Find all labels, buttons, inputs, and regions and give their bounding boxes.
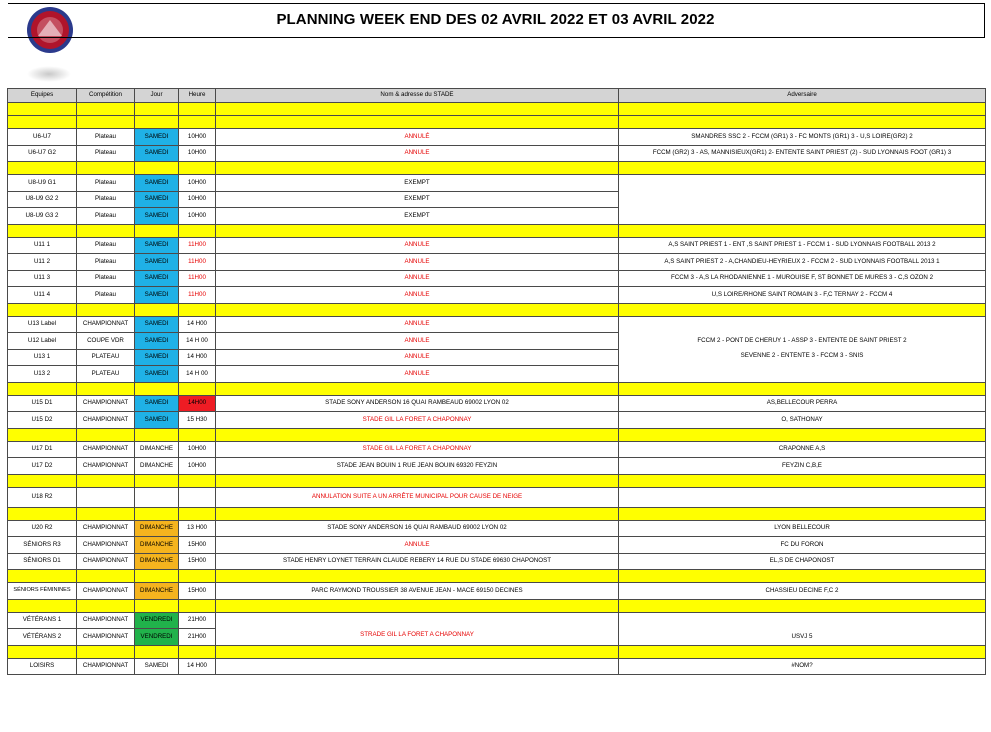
table-cell: 11H00 (179, 287, 216, 304)
table-cell: CHAMPIONNAT (77, 458, 135, 475)
table-cell: U11 1 (8, 237, 77, 254)
spacer-row (8, 599, 986, 612)
empty-cell (619, 487, 986, 507)
empty-cell (135, 599, 179, 612)
empty-cell (179, 116, 216, 129)
table-cell: U17 D1 (8, 441, 77, 458)
table-cell: 10H00 (179, 191, 216, 208)
table-cell: #NOM? (619, 658, 986, 675)
veterans-stadium: STRADE GIL LA FORET A CHAPONNAY (216, 612, 619, 645)
table-cell: PARC RAYMOND TROUSSIER 38 AVENUE JEAN - MACE 69150 DECINES (216, 583, 619, 600)
empty-cell (8, 103, 77, 116)
table-cell: Plateau (77, 208, 135, 225)
table-cell (216, 658, 619, 675)
table-cell: U15 D2 (8, 412, 77, 429)
table-cell: VENDREDI (135, 629, 179, 646)
table-cell: SAMEDI (135, 129, 179, 146)
empty-cell (216, 507, 619, 520)
table-cell: ANNULATION SUITE A UN ARRÊTE MUNICIPAL POUR CAUSE DE NEIGE (216, 487, 619, 507)
table-cell: VENDREDI (135, 612, 179, 629)
table-row (8, 553, 986, 570)
table-cell: 11H00 (179, 237, 216, 254)
empty-cell (216, 224, 619, 237)
table-cell: SAMEDI (135, 237, 179, 254)
table-cell: SAMEDI (135, 191, 179, 208)
table-cell: Plateau (77, 254, 135, 271)
empty-cell (77, 487, 135, 507)
header-cell: Compétition (77, 89, 135, 103)
empty-cell (77, 645, 135, 658)
table-cell: 15H00 (179, 553, 216, 570)
empty-cell (619, 382, 986, 395)
table-cell: SAMEDI (135, 270, 179, 287)
empty-cell (619, 175, 986, 225)
table-cell: SAMEDI (135, 254, 179, 271)
spacer-row (8, 474, 986, 487)
table-cell: DIMANCHE (135, 537, 179, 554)
table-cell: ANNULE (216, 145, 619, 162)
empty-cell (179, 382, 216, 395)
table-cell: DIMANCHE (135, 520, 179, 537)
empty-cell (77, 428, 135, 441)
empty-cell (77, 103, 135, 116)
table-cell: U18 R2 (8, 487, 77, 507)
empty-cell (179, 224, 216, 237)
empty-cell (216, 599, 619, 612)
table-cell: LOISIRS (8, 658, 77, 675)
table-cell: PLATEAU (77, 366, 135, 383)
table-row (8, 537, 986, 554)
table-cell: CHAMPIONNAT (77, 520, 135, 537)
table-cell: SAMEDI (135, 333, 179, 350)
table-cell: U8-U9 G2 2 (8, 191, 77, 208)
table-cell: ANNULE (216, 333, 619, 350)
table-cell: ANNULE (216, 270, 619, 287)
table-row (8, 441, 986, 458)
empty-cell (619, 570, 986, 583)
table-cell: SÉNIORS R3 (8, 537, 77, 554)
spacer-row (8, 103, 986, 116)
table-row (8, 487, 986, 507)
table-cell: EXEMPT (216, 191, 619, 208)
table-cell: DIMANCHE (135, 458, 179, 475)
table-row (8, 237, 986, 254)
table-cell: SAMEDI (135, 287, 179, 304)
table-cell: 14 H 00 (179, 333, 216, 350)
empty-cell (619, 428, 986, 441)
empty-cell (135, 103, 179, 116)
table-cell: SMANDRES SSC 2 - FCCM (GR1) 3 - FC MONTS (GR1) 3 - U,S LOIRE(GR2) 2 (619, 129, 986, 146)
table-cell: ANNULE (216, 537, 619, 554)
empty-cell (77, 507, 135, 520)
empty-cell (179, 599, 216, 612)
table-row (8, 287, 986, 304)
u13-opponents-1: FCCM 2 - PONT DE CHERUY 1 - ASSP 3 - ENTENTE DE SAINT PRIEST 2 (697, 337, 907, 345)
empty-cell (179, 487, 216, 507)
table-cell: SAMEDI (135, 366, 179, 383)
empty-cell (135, 507, 179, 520)
table-row (8, 612, 986, 629)
table-row (8, 129, 986, 146)
table-cell: 10H00 (179, 208, 216, 225)
table-cell: 14 H00 (179, 658, 216, 675)
table-cell: ANNULE (216, 287, 619, 304)
empty-cell (619, 645, 986, 658)
empty-cell (8, 474, 77, 487)
table-cell: SAMEDI (135, 145, 179, 162)
header-cell: Jour (135, 89, 179, 103)
table-cell: Plateau (77, 145, 135, 162)
table-cell: 14H00 (179, 395, 216, 412)
table-cell: STADE SONY ANDERSON 16 QUAI RAMBAUD 69002 LYON 02 (216, 520, 619, 537)
table-cell: 10H00 (179, 441, 216, 458)
empty-cell (77, 303, 135, 316)
table-cell: FCCM (GR2) 3 - AS, MANNISIEUX(GR1) 2- ENTENTE SAINT PRIEST (2) - SUD LYONNAIS FOOT (GR1) 3 (619, 145, 986, 162)
table-cell: SAMEDI (135, 658, 179, 675)
table-row (8, 145, 986, 162)
spacer-row (8, 382, 986, 395)
empty-cell (135, 303, 179, 316)
table-cell: 14 H 00 (179, 366, 216, 383)
table-cell: U8-U9 G1 (8, 175, 77, 192)
logo-shadow (27, 66, 71, 82)
empty-cell (179, 570, 216, 583)
table-cell: U15 D1 (8, 395, 77, 412)
table-cell: AS,BELLECOUR PERRA (619, 395, 986, 412)
table-cell: PLATEAU (77, 349, 135, 366)
table-cell: 14 H00 (179, 349, 216, 366)
table-row (8, 395, 986, 412)
empty-cell (179, 303, 216, 316)
table-cell: U13 1 (8, 349, 77, 366)
spacer-row (8, 303, 986, 316)
table-cell: U11 2 (8, 254, 77, 271)
table-cell: U6-U7 (8, 129, 77, 146)
spacer-row (8, 428, 986, 441)
empty-cell (8, 428, 77, 441)
empty-cell (8, 382, 77, 395)
empty-cell (8, 303, 77, 316)
planning-table (7, 88, 986, 675)
table-cell: CHAMPIONNAT (77, 553, 135, 570)
page-title: PLANNING WEEK END DES 02 AVRIL 2022 ET 03 AVRIL 2022 (276, 11, 715, 28)
table-cell: ANNULE (216, 316, 619, 333)
empty-cell (179, 428, 216, 441)
table-cell: U17 D2 (8, 458, 77, 475)
table-row (8, 412, 986, 429)
empty-cell (77, 382, 135, 395)
empty-cell (179, 162, 216, 175)
table-cell: 14 H00 (179, 316, 216, 333)
table-cell: U13 2 (8, 366, 77, 383)
table-cell: A,S SAINT PRIEST 2 - A,CHANDIEU-HEYRIEUX 2 - FCCM 2 - SUD LYONNAIS FOOTBALL 2013 1 (619, 254, 986, 271)
empty-cell (77, 162, 135, 175)
empty-cell (8, 507, 77, 520)
table-cell: ANNULÉ (216, 129, 619, 146)
table-cell: SAMEDI (135, 208, 179, 225)
empty-cell (619, 116, 986, 129)
table-cell: U,S LOIRE/RHONE SAINT ROMAIN 3 - F,C TERNAY 2 - FCCM 4 (619, 287, 986, 304)
empty-cell (619, 474, 986, 487)
table-row (8, 658, 986, 675)
empty-cell (77, 116, 135, 129)
table-cell: 11H00 (179, 270, 216, 287)
table-cell: 15 H30 (179, 412, 216, 429)
table-cell: CHAMPIONNAT (77, 412, 135, 429)
table-cell: U11 3 (8, 270, 77, 287)
table-cell: Plateau (77, 287, 135, 304)
table-cell: CHAMPIONNAT (77, 612, 135, 629)
spacer-row (8, 116, 986, 129)
table-cell: 15H00 (179, 583, 216, 600)
table-row (8, 520, 986, 537)
empty-cell (216, 162, 619, 175)
table-cell: CHAMPIONNAT (77, 537, 135, 554)
u13-opponents-2: SEVENNE 2 - ENTENTE 3 - FCCM 3 - SNIS (740, 352, 864, 359)
table-cell: SÉNIORS FÉMININES (8, 583, 77, 600)
table-row (8, 175, 986, 192)
table-cell: Plateau (77, 129, 135, 146)
empty-cell (8, 224, 77, 237)
table-cell: U12 Label (8, 333, 77, 350)
spacer-row (8, 645, 986, 658)
empty-cell (619, 507, 986, 520)
empty-cell (8, 162, 77, 175)
table-cell: DIMANCHE (135, 583, 179, 600)
table-cell: STADE JEAN BOUIN 1 RUE JEAN BOUIN 69320 FEYZIN (216, 458, 619, 475)
empty-cell (179, 645, 216, 658)
empty-cell (216, 303, 619, 316)
table-cell: U6-U7 G2 (8, 145, 77, 162)
empty-cell (135, 224, 179, 237)
table-cell: 21H00 (179, 612, 216, 629)
spacer-row (8, 224, 986, 237)
empty-cell (135, 428, 179, 441)
table-cell: ANNULE (216, 349, 619, 366)
table-cell: VÉTÉRANS 2 (8, 629, 77, 646)
spacer-row (8, 570, 986, 583)
table-cell: 10H00 (179, 175, 216, 192)
table-cell: U20 R2 (8, 520, 77, 537)
empty-cell (216, 116, 619, 129)
table-row (8, 270, 986, 287)
table-cell: STADE GIL LA FORET A CHAPONNAY (216, 441, 619, 458)
table-cell: Plateau (77, 191, 135, 208)
empty-cell (619, 162, 986, 175)
empty-cell (216, 645, 619, 658)
empty-cell (216, 570, 619, 583)
table-cell: CHAMPIONNAT (77, 658, 135, 675)
empty-cell (216, 474, 619, 487)
table-cell: CHAMPIONNAT (77, 441, 135, 458)
empty-cell (619, 599, 986, 612)
table-cell: ANNULE (216, 237, 619, 254)
veterans-opponent: USVJ 5 (619, 612, 986, 645)
table-cell: Plateau (77, 175, 135, 192)
empty-cell (179, 103, 216, 116)
table-cell: DIMANCHE (135, 553, 179, 570)
table-cell: COUPE VDR (77, 333, 135, 350)
table-cell: STADE GIL LA FORET A CHAPONNAY (216, 412, 619, 429)
empty-cell (135, 382, 179, 395)
table-cell: SAMEDI (135, 412, 179, 429)
empty-cell (216, 103, 619, 116)
table-cell: U11 4 (8, 287, 77, 304)
table-cell: 10H00 (179, 145, 216, 162)
table-cell: SAMEDI (135, 175, 179, 192)
empty-cell (135, 645, 179, 658)
table-cell: 10H00 (179, 458, 216, 475)
empty-cell (179, 474, 216, 487)
empty-cell (77, 224, 135, 237)
table-cell: Plateau (77, 270, 135, 287)
table-cell: Plateau (77, 237, 135, 254)
table-row (8, 316, 986, 333)
table-row (8, 583, 986, 600)
empty-cell (619, 224, 986, 237)
header-cell: Adversaire (619, 89, 986, 103)
empty-cell (77, 474, 135, 487)
empty-cell (8, 645, 77, 658)
table-cell: VÉTÉRANS 1 (8, 612, 77, 629)
table-cell: CHAMPIONNAT (77, 316, 135, 333)
empty-cell (135, 162, 179, 175)
header-cell: Heure (179, 89, 216, 103)
table-cell: EL,S DE CHAPONOST (619, 553, 986, 570)
table-cell: LYON BELLECOUR (619, 520, 986, 537)
table-cell: 15H00 (179, 537, 216, 554)
table-cell: CHAMPIONNAT (77, 395, 135, 412)
header-row (8, 89, 986, 103)
table-cell: CHAMPIONNAT (77, 583, 135, 600)
empty-cell (216, 428, 619, 441)
table-cell: SÉNIORS D1 (8, 553, 77, 570)
table-cell: EXEMPT (216, 175, 619, 192)
table-cell: O, SATHONAY (619, 412, 986, 429)
empty-cell (77, 570, 135, 583)
table-cell: U8-U9 G3 2 (8, 208, 77, 225)
empty-cell (77, 599, 135, 612)
table-cell: 21H00 (179, 629, 216, 646)
table-cell: FEYZIN C,B,E (619, 458, 986, 475)
table-cell: CHASSIEU DECINE F,C 2 (619, 583, 986, 600)
table-cell: U13 Label (8, 316, 77, 333)
empty-cell (8, 116, 77, 129)
table-cell: STADE HENRY LOYNET TERRAIN CLAUDE REBERY 14 RUE DU STADE 69630 CHAPONOST (216, 553, 619, 570)
spacer-row (8, 162, 986, 175)
table-cell: SAMEDI (135, 395, 179, 412)
empty-cell (619, 316, 986, 382)
empty-cell (135, 487, 179, 507)
table-cell: 11H00 (179, 254, 216, 271)
table-cell: FCCM 3 - A,S LA RHODANIENNE 1 - MUROUISE F, ST BONNET DE MURES 3 - C,S OZON 2 (619, 270, 986, 287)
empty-cell (179, 507, 216, 520)
empty-cell (8, 599, 77, 612)
empty-cell (619, 303, 986, 316)
table-cell: ANNULE (216, 254, 619, 271)
table-cell: SAMEDI (135, 349, 179, 366)
table-cell: FC DU FORON (619, 537, 986, 554)
empty-cell (135, 474, 179, 487)
table-cell: CRAPONNE A,S (619, 441, 986, 458)
spacer-row (8, 507, 986, 520)
header-cell: Equipes (8, 89, 77, 103)
empty-cell (135, 570, 179, 583)
table-cell: CHAMPIONNAT (77, 629, 135, 646)
table-cell: A,S SAINT PRIEST 1 - ENT ,S SAINT PRIEST 1 - FCCM 1 - SUD LYONNAIS FOOTBALL 2013 2 (619, 237, 986, 254)
empty-cell (216, 382, 619, 395)
empty-cell (8, 570, 77, 583)
empty-cell (135, 116, 179, 129)
table-cell: EXEMPT (216, 208, 619, 225)
table-cell: DIMANCHE (135, 441, 179, 458)
header-cell: Nom & adresse du STADE (216, 89, 619, 103)
table-cell: SAMEDI (135, 316, 179, 333)
table-row (8, 458, 986, 475)
table-row (8, 254, 986, 271)
table-cell: 13 H00 (179, 520, 216, 537)
empty-cell (619, 103, 986, 116)
table-cell: STADE SONY ANDERSON 16 QUAI RAMBEAUD 69002 LYON 02 (216, 395, 619, 412)
table-cell: ANNULE (216, 366, 619, 383)
table-cell: 10H00 (179, 129, 216, 146)
